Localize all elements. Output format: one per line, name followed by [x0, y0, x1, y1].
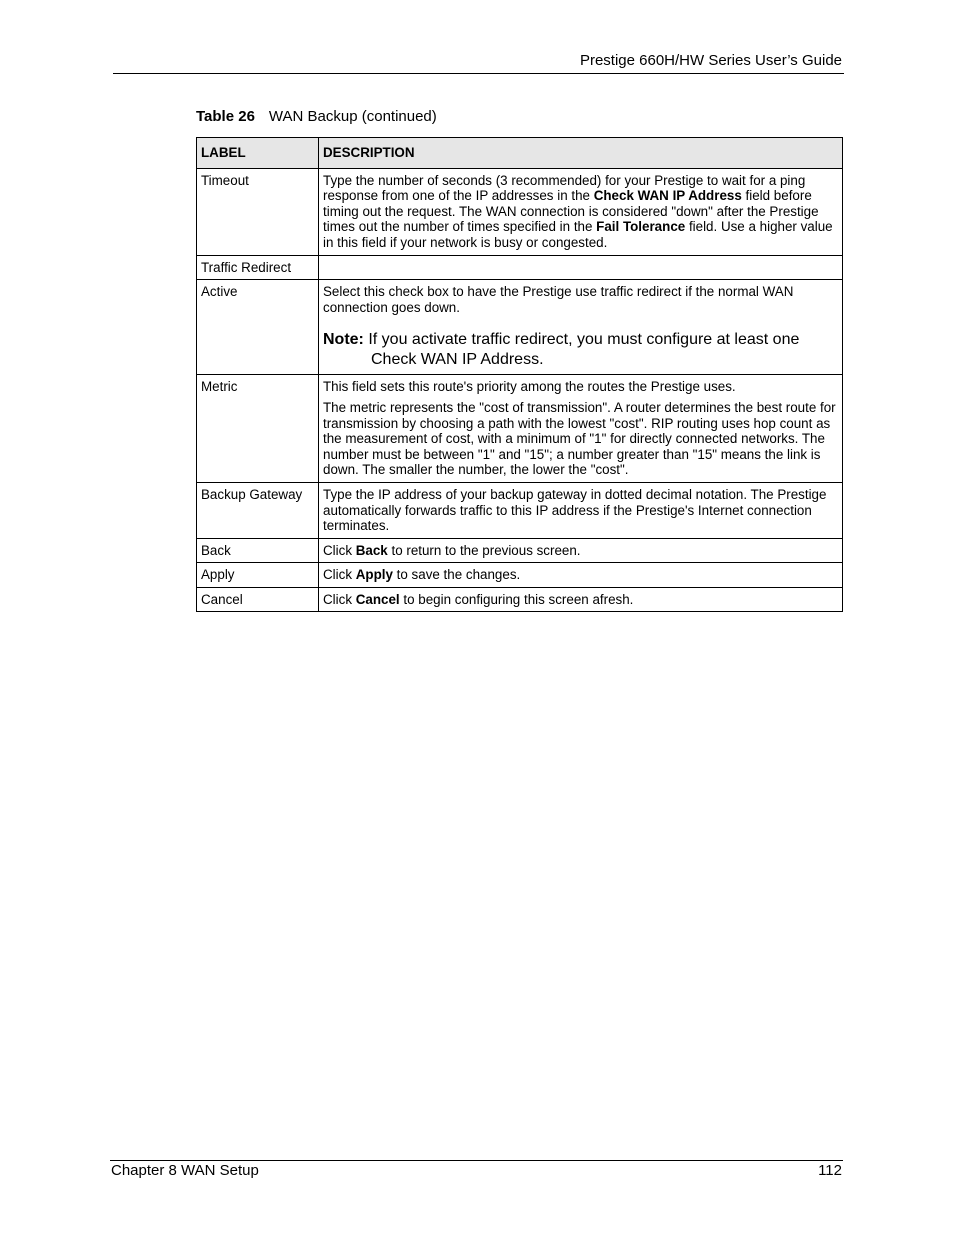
table-row	[197, 375, 843, 483]
table-row	[197, 563, 843, 588]
row-label: Traffic Redirect	[197, 255, 319, 280]
row-label: Active	[197, 280, 319, 375]
note-text: If you activate traffic redirect, you must configure at least one Check WAN IP Address.	[363, 331, 800, 369]
description-paragraph: The metric represents the "cost of transmission". A router determines the best route for transmission by choosing a path with the lowest "cost". RIP routing uses hop count as the measurement of cost, with a minimum of "1" for directly connected networks. The number must be between "1" and "15"; a number greater than "15" means the link is down. The smaller the number, the lower the "cost".	[323, 399, 836, 478]
table-row	[197, 587, 843, 612]
row-label: Cancel	[197, 587, 319, 612]
wan-backup-table	[196, 137, 843, 612]
footer-chapter: Chapter 8 WAN Setup	[111, 1162, 259, 1179]
description-paragraph: This field sets this route's priority among the routes the Prestige uses.	[323, 379, 736, 395]
table-row	[197, 538, 843, 563]
table-row	[197, 280, 843, 375]
page-header-title: Prestige 660H/HW Series User’s Guide	[579, 52, 842, 69]
row-label: Back	[197, 538, 319, 563]
row-description: Type the number of seconds (3 recommended) for your Prestige to wait for a ping response from one of the IP addresses in the Check WAN IP Address field before timing out the request. The WAN connection is considered "down" after the Prestige times out the number of times specified in the Fail Tolerance field. Use a higher value in this field if your network is busy or congested.	[319, 168, 843, 255]
row-description: Type the IP address of your backup gateway in dotted decimal notation. The Prestige automatically forwards traffic to this IP address if the Prestige's Internet connection terminates.	[319, 482, 843, 538]
row-description	[319, 255, 843, 280]
row-description: Click Apply to save the changes.	[319, 563, 843, 588]
row-label: Apply	[197, 563, 319, 588]
note-block	[323, 330, 838, 370]
header-rule	[113, 73, 844, 74]
table-number: Table 26	[196, 108, 255, 125]
row-description: Click Cancel to begin configuring this screen afresh.	[319, 587, 843, 612]
row-description	[319, 375, 843, 483]
row-description: Click Back to return to the previous screen.	[319, 538, 843, 563]
footer-page-number: 112	[818, 1162, 842, 1179]
footer-rule	[110, 1160, 843, 1161]
header-label: LABEL	[197, 138, 319, 169]
table-title: WAN Backup (continued)	[268, 108, 437, 125]
row-label: Timeout	[197, 168, 319, 255]
table-row	[197, 255, 843, 280]
row-description	[319, 280, 843, 375]
row-label: Backup Gateway	[197, 482, 319, 538]
description-text: Select this check box to have the Prestige use traffic redirect if the normal WAN connection goes down.	[323, 284, 794, 315]
note-tag: Note:	[323, 331, 364, 349]
header-description: DESCRIPTION	[319, 138, 843, 169]
row-label: Metric	[197, 375, 319, 483]
table-row	[197, 168, 843, 255]
table-caption	[196, 108, 437, 125]
table-header-row	[197, 138, 843, 169]
table-row	[197, 482, 843, 538]
